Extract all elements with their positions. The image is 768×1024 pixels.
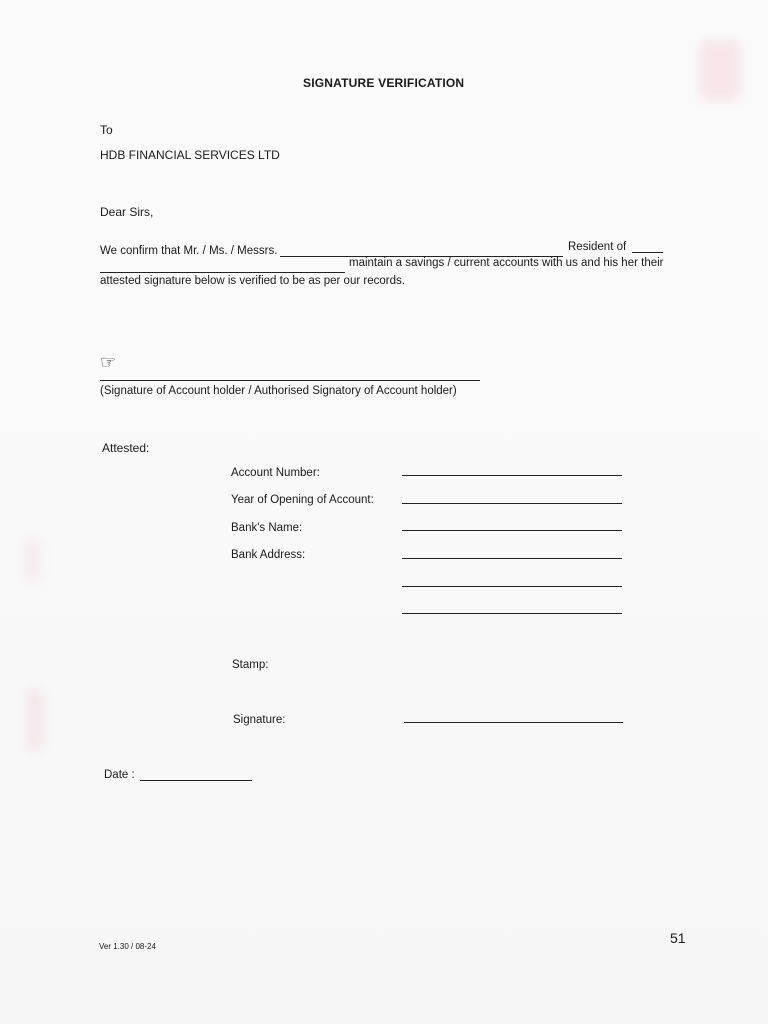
confirm-prefix: We confirm that Mr. / Ms. / Messrs.: [100, 245, 278, 257]
resident-blank-line[interactable]: [632, 252, 663, 253]
signature-label: Signature:: [233, 714, 286, 726]
date-label: Date :: [104, 769, 135, 781]
address-blank-line[interactable]: [100, 272, 345, 273]
scan-tint: [28, 690, 42, 750]
attested-label: Attested:: [102, 441, 150, 455]
bank-address-label: Bank Address:: [231, 549, 306, 561]
resident-of-label: Resident of: [568, 241, 627, 253]
bank-address-line-2[interactable]: [402, 586, 622, 587]
signature-caption: (Signature of Account holder / Authorised Signatory of Account holder): [100, 385, 457, 397]
account-number-label: Account Number:: [231, 467, 320, 479]
account-holder-signature-line[interactable]: [100, 380, 480, 381]
to-label: To: [100, 123, 113, 137]
bank-name-line[interactable]: [402, 530, 622, 531]
year-opening-label: Year of Opening of Account:: [231, 494, 374, 506]
scan-tint: [28, 540, 38, 580]
attested-text: attested signature below is verified to be as per our records.: [100, 275, 405, 287]
addressee: HDB FINANCIAL SERVICES LTD: [100, 148, 280, 162]
bank-name-label: Bank's Name:: [231, 522, 303, 534]
pointing-hand-icon: ☞: [100, 352, 117, 372]
bank-address-line-3[interactable]: [402, 613, 622, 614]
salutation: Dear Sirs,: [100, 205, 154, 219]
version-label: Ver 1.30 / 08-24: [99, 942, 156, 951]
date-line[interactable]: [140, 780, 252, 781]
page-title: SIGNATURE VERIFICATION: [303, 76, 465, 90]
bank-address-line-1[interactable]: [402, 558, 622, 559]
maintain-text: maintain a savings / current accounts with us and his her their: [349, 257, 664, 269]
bank-signature-line[interactable]: [404, 722, 623, 723]
page-number: 51: [670, 930, 686, 946]
account-number-line[interactable]: [402, 475, 622, 476]
stamp-label: Stamp:: [232, 659, 269, 671]
year-opening-line[interactable]: [402, 503, 622, 504]
scan-tint: [700, 40, 740, 100]
